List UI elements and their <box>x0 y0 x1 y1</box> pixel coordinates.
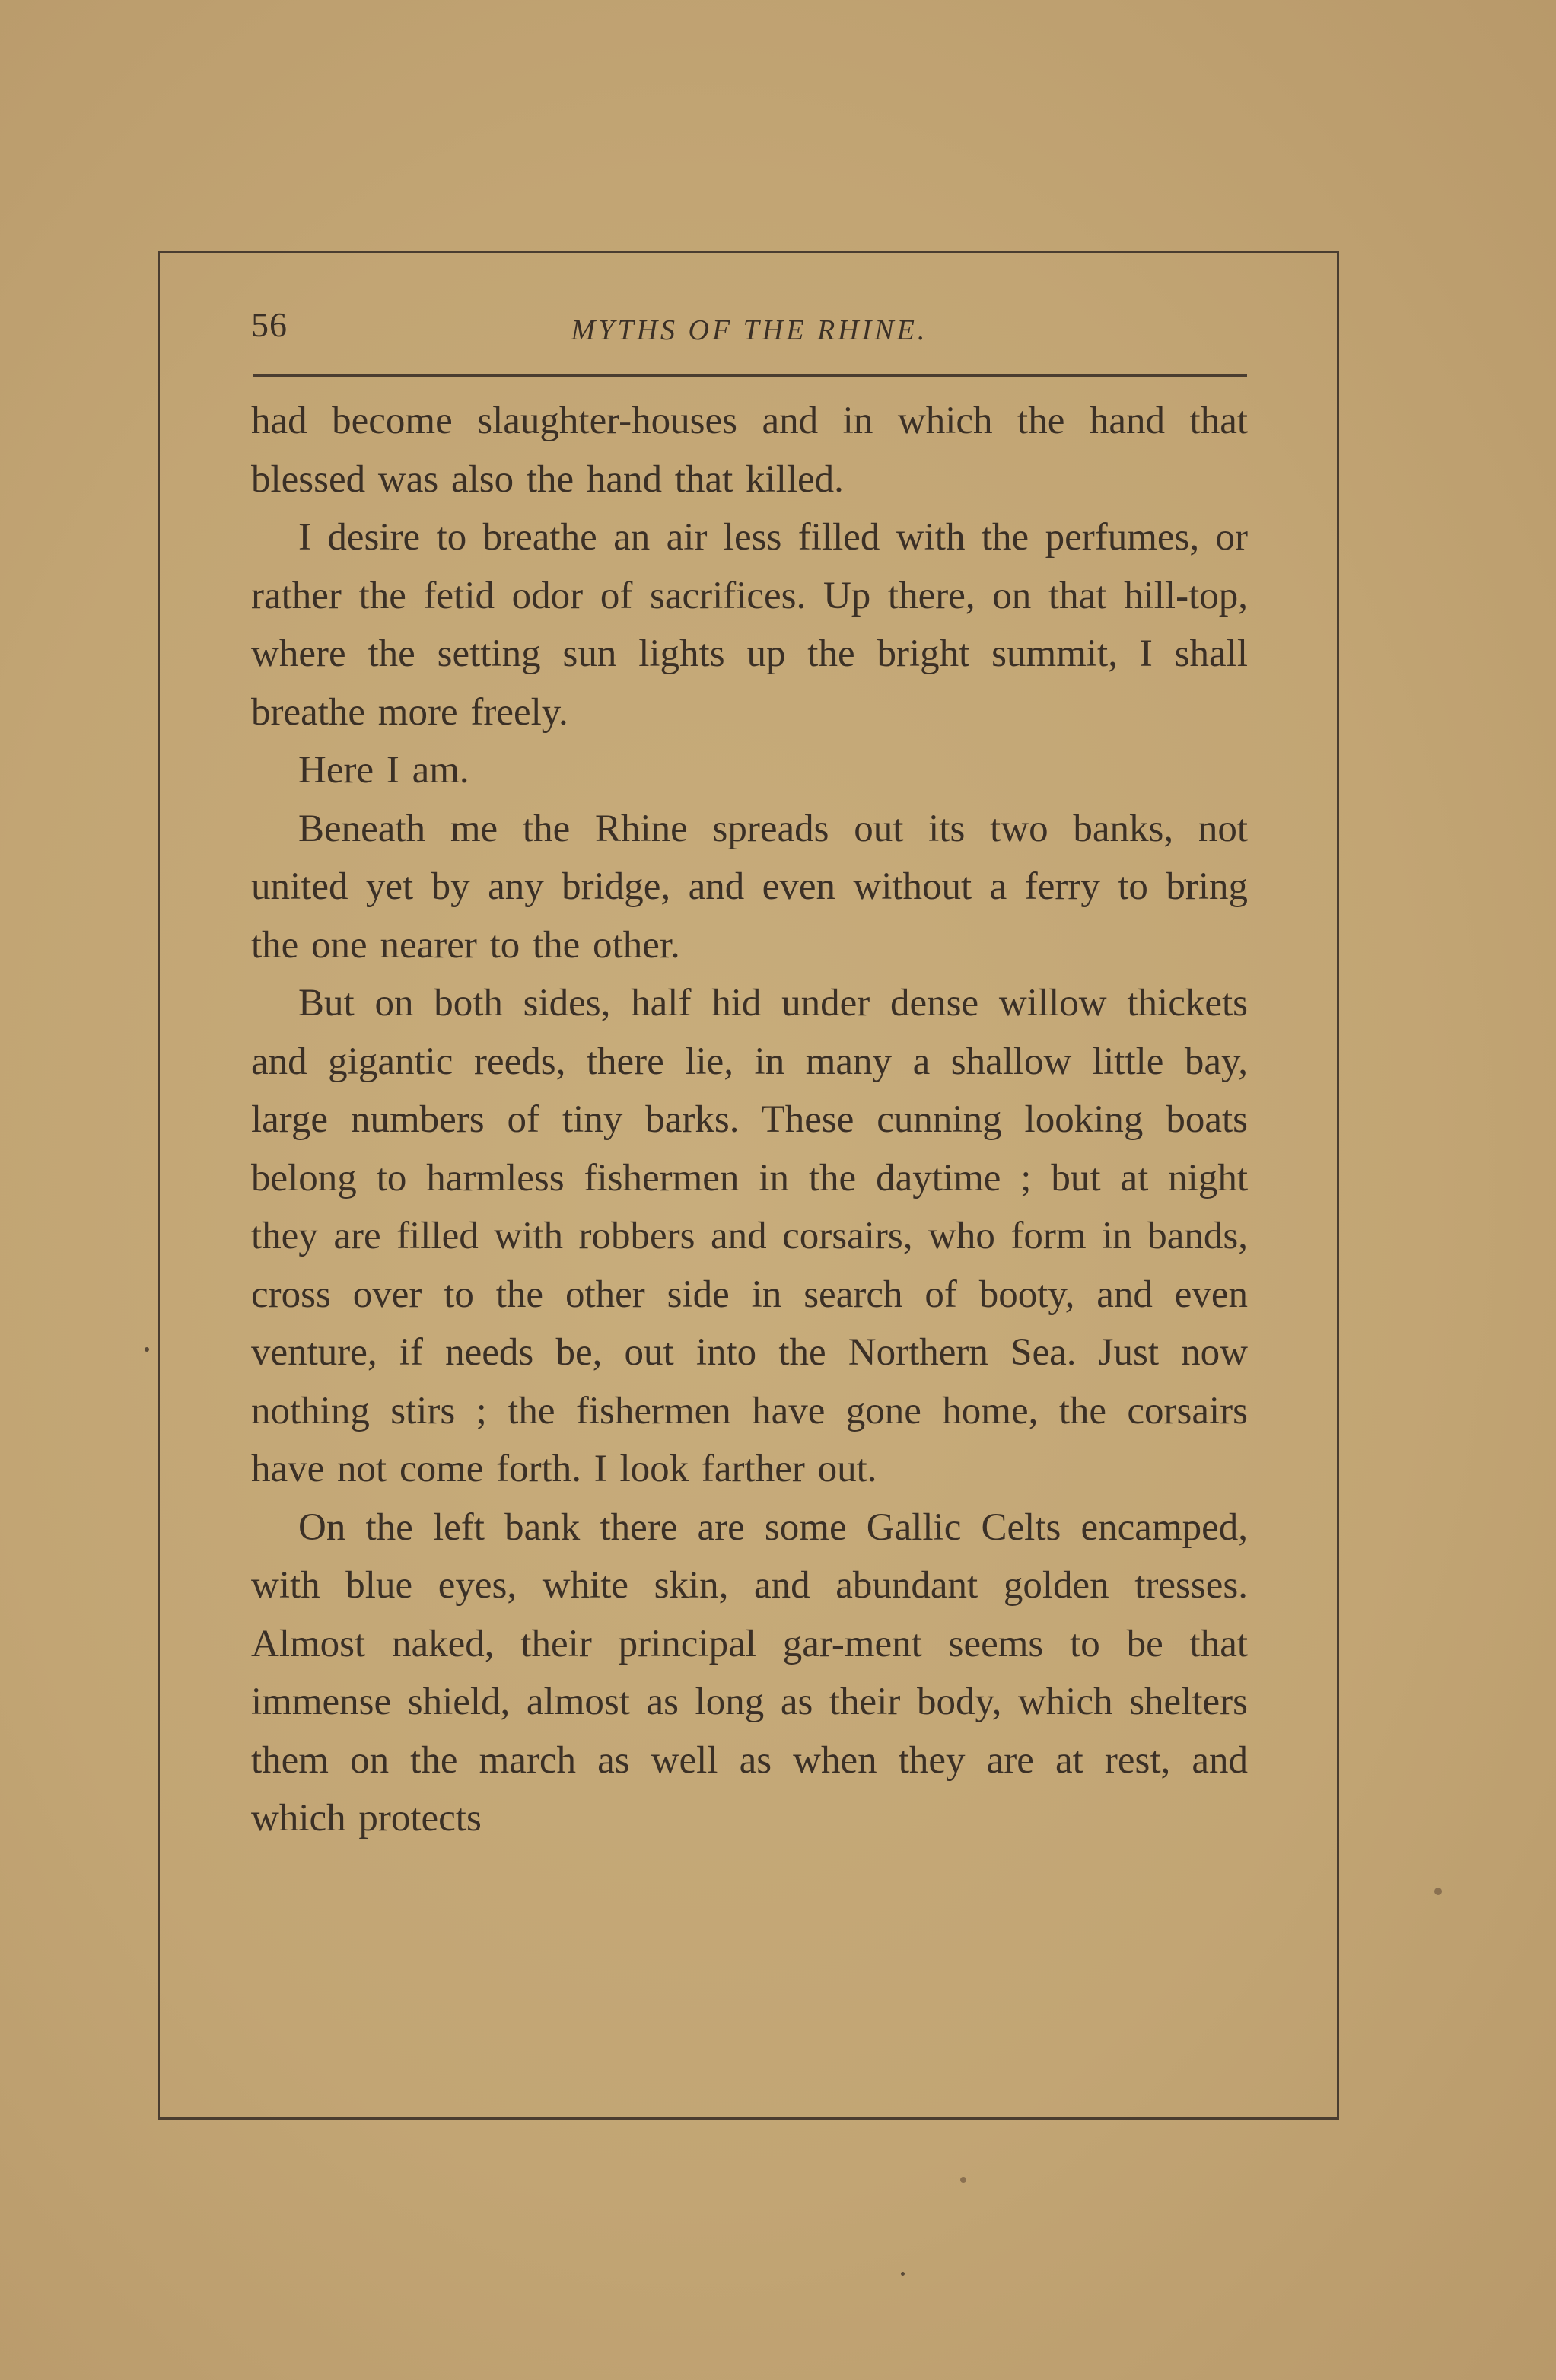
paragraph: I desire to breathe an air less filled with the perfumes, or rather the fetid odor of sacrifices. Up there, on that hill-top, where the setting sun lights up the bright summit, I shall breathe more freely. <box>251 516 1248 734</box>
running-title: MYTHS OF THE RHINE. <box>571 314 928 346</box>
paper-speck <box>960 2177 966 2183</box>
page-number: 56 <box>251 305 288 344</box>
paragraph: Beneath me the Rhine spreads out its two banks, not united yet by any bridge, and even without a ferry to bring the one nearer to the other. <box>251 807 1248 967</box>
body-text <box>251 392 1248 1848</box>
paragraph: Here I am. <box>298 749 469 792</box>
paragraph: had become slaughter-houses and in which the hand that blessed was also the hand that killed. <box>251 400 1248 501</box>
paper-speck <box>1434 1888 1442 1895</box>
paper-speck <box>145 1347 149 1352</box>
paper-speck <box>901 2272 905 2276</box>
running-head <box>251 304 1248 358</box>
paragraph: On the left bank there are some Gallic Celts encamped, with blue eyes, white skin, and abundant golden tresses. Almost naked, their principal gar-ment seems to be that immense shield, almost as long as their body, which shelters them on the march as well as when they are at rest, and which protects <box>251 1505 1248 1840</box>
header-rule <box>253 374 1247 377</box>
paragraph: But on both sides, half hid under dense willow thickets and gigantic reeds, there lie, in many a shallow little bay, large numbers of tiny barks. These cunning looking boats belong to harmless fishermen in the daytime ; but at night they are filled with robbers and corsairs, who form in bands, cross over to the other side in search of booty, and even venture, if needs be, out into the Northern Sea. Just now nothing stirs ; the fishermen have gone home, the corsairs have not come forth. I look farther out. <box>251 982 1248 1490</box>
